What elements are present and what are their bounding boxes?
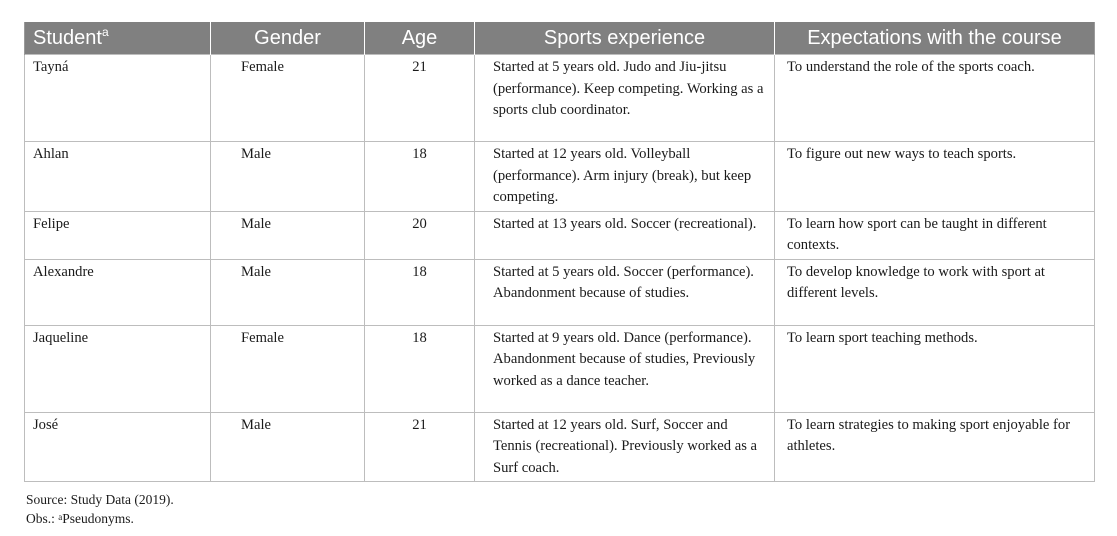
cell-student: Jaqueline: [25, 325, 211, 412]
cell-age: 20: [365, 211, 475, 259]
cell-age: 21: [365, 55, 475, 142]
cell-age: 18: [365, 142, 475, 212]
cell-student: Ahlan: [25, 142, 211, 212]
header-student-label: Student: [33, 26, 102, 49]
cell-expectations: To learn how sport can be taught in different contexts.: [775, 211, 1095, 259]
table-body: [25, 55, 1095, 482]
table-row: [25, 55, 1095, 142]
observation-footnote-marker: a: [58, 512, 63, 522]
student-profile-table: [24, 22, 1095, 482]
header-expectations: Expectations with the course: [775, 22, 1095, 55]
cell-sports-experience: Started at 12 years old. Volleyball (performance). Arm injury (break), but keep competing.: [475, 142, 775, 212]
header-student: [25, 22, 211, 55]
observation-prefix: Obs.:: [26, 511, 59, 526]
cell-gender: Female: [211, 325, 365, 412]
observation-text: Pseudonyms.: [62, 511, 134, 526]
header-gender: Gender: [211, 22, 365, 55]
cell-student: Tayná: [25, 55, 211, 142]
cell-sports-experience: Started at 12 years old. Surf, Soccer and Tennis (recreational). Previously worked as a Surf coach.: [475, 412, 775, 482]
cell-expectations: To understand the role of the sports coach.: [775, 55, 1095, 142]
cell-gender: Male: [211, 259, 365, 325]
cell-gender: Female: [211, 55, 365, 142]
table-row: [25, 211, 1095, 259]
table-row: [25, 259, 1095, 325]
table-row: [25, 412, 1095, 482]
table-footnotes: [26, 490, 174, 528]
table-row: [25, 142, 1095, 212]
cell-sports-experience: Started at 5 years old. Soccer (performance). Abandonment because of studies.: [475, 259, 775, 325]
table-row: [25, 325, 1095, 412]
cell-sports-experience: Started at 13 years old. Soccer (recreational).: [475, 211, 775, 259]
cell-gender: Male: [211, 211, 365, 259]
cell-gender: Male: [211, 142, 365, 212]
cell-gender: Male: [211, 412, 365, 482]
cell-student: José: [25, 412, 211, 482]
source-note: Source: Study Data (2019).: [26, 492, 174, 507]
cell-student: Felipe: [25, 211, 211, 259]
header-student-footnote-marker: a: [101, 24, 109, 39]
cell-age: 18: [365, 259, 475, 325]
cell-age: 21: [365, 412, 475, 482]
cell-sports-experience: Started at 5 years old. Judo and Jiu-jitsu (performance). Keep competing. Working as a sports club coordinator.: [475, 55, 775, 142]
cell-age: 18: [365, 325, 475, 412]
header-row: [25, 22, 1095, 55]
cell-sports-experience: Started at 9 years old. Dance (performance). Abandonment because of studies, Previously worked as a dance teacher.: [475, 325, 775, 412]
cell-expectations: To figure out new ways to teach sports.: [775, 142, 1095, 212]
cell-expectations: To learn sport teaching methods.: [775, 325, 1095, 412]
header-sports-experience: Sports experience: [475, 22, 775, 55]
observation-note: [26, 509, 174, 528]
cell-expectations: To learn strategies to making sport enjoyable for athletes.: [775, 412, 1095, 482]
student-profile-table-wrapper: [24, 22, 1094, 482]
table-header: [25, 22, 1095, 55]
header-age: Age: [365, 22, 475, 55]
cell-expectations: To develop knowledge to work with sport at different levels.: [775, 259, 1095, 325]
cell-student: Alexandre: [25, 259, 211, 325]
